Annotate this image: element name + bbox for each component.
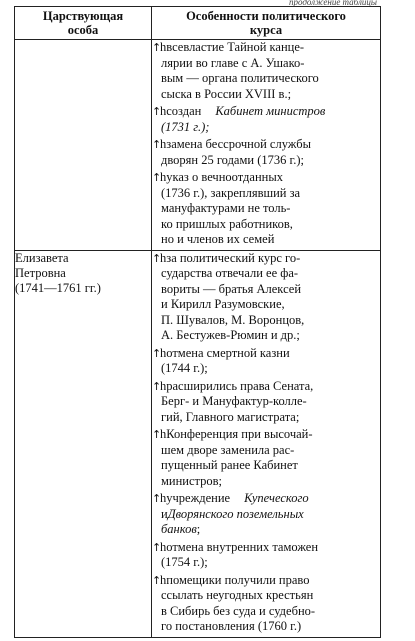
policy-line [152,619,380,635]
policy-item [152,346,380,377]
policy-text: го постановления (1760 г.) [161,619,302,633]
policy-item [152,540,380,571]
ruler-cell [15,250,152,637]
policy-text: и Кирилл Разумовские, [161,297,285,311]
ruler-name-line: Елизавета [15,250,69,265]
policy-item [152,251,380,344]
policy-text: hсоздан [160,104,202,118]
policy-line [152,507,380,523]
policy-line [152,186,380,202]
column-header-policy: Особенности политического курса [152,7,381,40]
continuation-note: продолжение таблицы [288,0,377,7]
policy-line [152,104,380,120]
policy-text: hзамена бессрочной службы [160,137,312,151]
policy-item [152,40,380,102]
arrow-up-icon: ↑ [152,41,162,54]
policy-line [152,153,380,169]
arrow-up-icon: ↑ [152,428,162,441]
policy-text-emphasis: Кабинет министров [215,104,326,118]
policy-text: мануфактурами не толь- [161,201,291,215]
policy-text: шем дворе заменила рас- [161,442,295,457]
policy-line [152,120,380,136]
arrow-up-icon: ↑ [152,171,162,184]
policy-text-emphasis: Купеческого [244,491,309,505]
policy-line [152,379,380,395]
policy-text: hпомещики получили право [160,572,310,587]
policy-item [152,379,380,426]
arrow-up-icon: ↑ [152,105,162,118]
table-row [15,40,381,251]
policy-line [152,201,380,217]
policy-text-emphasis: Дворянского поземельных [167,506,304,521]
policy-item [152,137,380,168]
policy-item [152,573,380,635]
policy-item [152,427,380,489]
policy-text: hвсевластие Тайной канце- [160,40,305,54]
policy-text: сударства отвечали ее фа- [161,266,299,280]
arrow-up-icon: ↑ [152,492,162,505]
policy-line [152,297,380,313]
policy-cell [152,250,381,637]
arrow-up-icon: ↑ [152,540,162,554]
policy-line [152,522,380,538]
policy-line [152,282,380,298]
history-table [14,6,381,638]
header-row [15,7,381,40]
policy-line [152,361,380,377]
policy-text: А. Бестужев-Рюмин и др.; [161,328,300,342]
policy-line [152,137,380,153]
policy-text: сыска в России XVIII в.; [161,86,292,101]
policy-text: вым — органа политического [161,71,319,85]
policy-line [152,573,380,589]
policy-line [152,410,380,426]
policy-text: пущенный ранее Кабинет [161,458,298,472]
policy-text: лярии во главе с А. Ушако- [161,55,305,70]
policy-line [152,266,380,282]
policy-text: ко пришлых работников, [161,216,293,231]
arrow-up-icon: ↑ [152,251,162,265]
policy-line [152,170,380,186]
policy-line [152,232,380,248]
policy-item [152,104,380,135]
policy-line [152,251,380,267]
policy-text: вориты — братья Алексей [161,281,302,296]
arrow-up-icon: ↑ [152,346,162,360]
policy-line [152,458,380,474]
policy-line [152,40,380,56]
policy-line [152,604,380,620]
policy-text: банков [161,522,197,536]
policy-text: hучреждение [160,491,231,505]
policy-text: (1736 г.), закреплявший за [161,185,301,200]
policy-line [152,71,380,87]
policy-text: министров; [161,473,223,488]
policy-line [152,56,380,72]
policy-text: (1744 г.); [161,361,208,375]
arrow-up-icon: ↑ [152,379,162,393]
policy-text: Берг- и Мануфактур-колле- [161,394,307,408]
policy-line [152,313,380,329]
policy-text: hза политический курс го- [160,250,301,265]
policy-text: (1731 г.); [161,119,210,134]
policy-text: П. Шувалов, М. Воронцов, [161,312,305,327]
policy-line [152,346,380,362]
policy-text: hотмена внутренних таможен [160,539,319,554]
ruler-name-line: (1741—1761 гг.) [15,280,101,295]
policy-line [152,474,380,490]
policy-line [152,540,380,556]
policy-text: в Сибирь без суда и судебно- [161,603,316,618]
policy-text-emphasis: ; [196,522,201,536]
policy-line [152,491,380,507]
column-header-ruler: Царствующая особа [15,7,152,40]
policy-line [152,328,380,344]
policy-cell [152,40,381,251]
policy-text: hуказ о вечноотданных [160,170,283,184]
policy-text: hотмена смертной казни [160,345,290,360]
policy-text: hрасширились права Сената, [160,378,314,393]
table-row [15,250,381,637]
policy-text: гий, Главного магистрата; [161,409,300,424]
policy-line [152,217,380,233]
policy-item [152,491,380,538]
policy-text: ссылать неугодных крестьян [161,588,314,602]
ruler-name-line: Петровна [15,265,66,280]
policy-text: дворян 25 годами (1736 г.); [161,152,304,167]
policy-line [152,87,380,103]
arrow-up-icon: ↑ [152,138,162,151]
policy-text: hКонференция при высочай- [160,427,313,441]
policy-line [152,555,380,571]
policy-line [152,427,380,443]
policy-text: но и членов их семей [161,232,275,246]
policy-line [152,443,380,459]
policy-line [152,588,380,604]
policy-text: (1754 г.); [161,555,208,569]
policy-item [152,170,380,248]
ruler-cell [15,40,152,251]
arrow-up-icon: ↑ [152,573,162,587]
policy-line [152,394,380,410]
policy-text: и [161,506,168,521]
